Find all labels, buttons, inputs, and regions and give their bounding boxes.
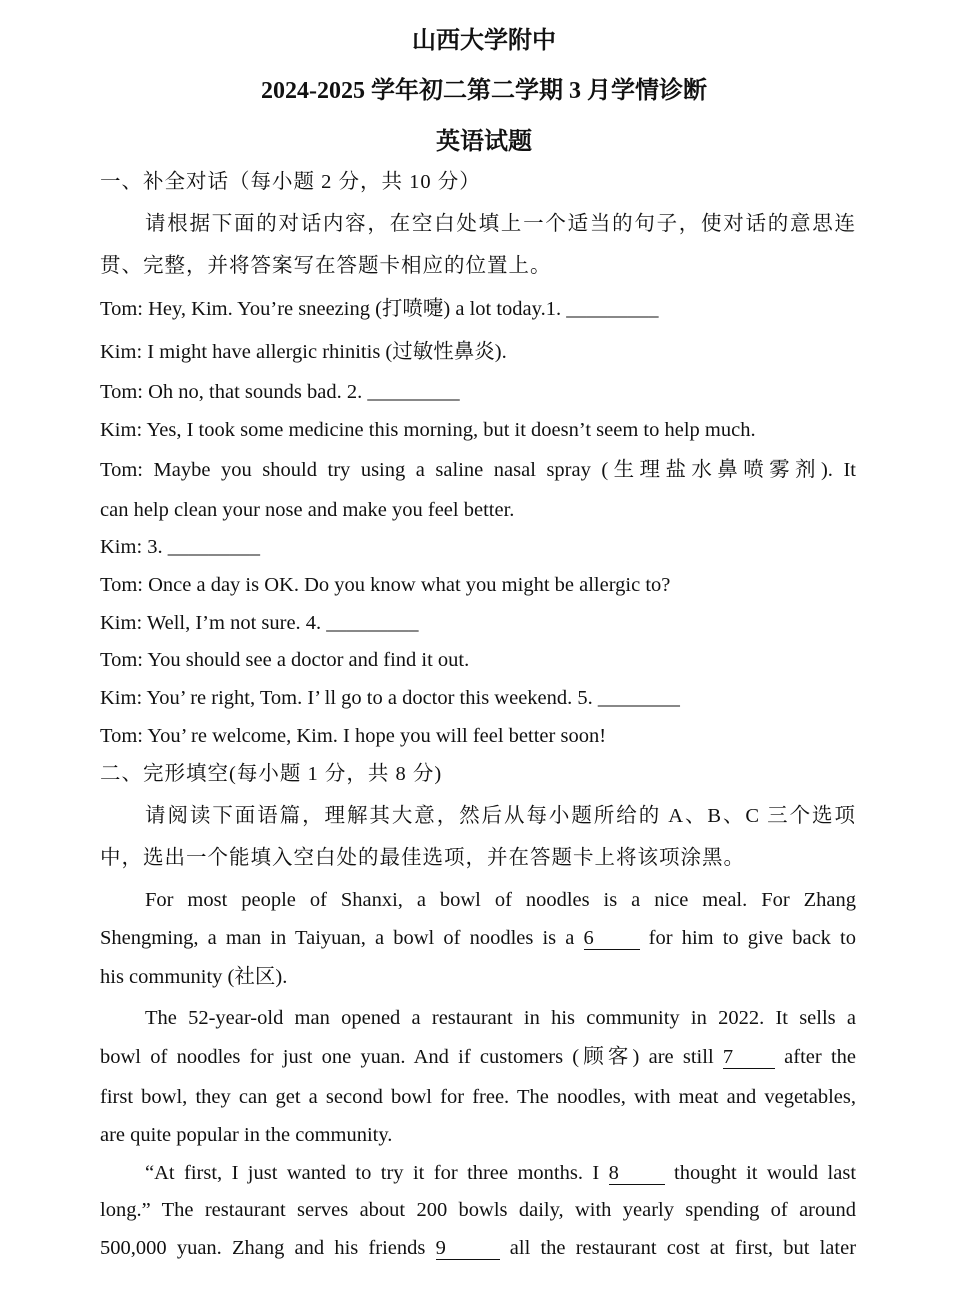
dialogue-line-2: Kim: I might have allergic rhinitis (过敏性鼻炎). bbox=[100, 341, 507, 363]
passage-line-7: are quite popular in the community. bbox=[100, 1124, 393, 1146]
blank-6: 6 bbox=[584, 927, 640, 950]
passage-text: “At first, I just wanted to try it for three months. I bbox=[145, 1162, 600, 1184]
section2-instruction-line2: 中，选出一个能填入空白处的最佳选项，并在答题卡上将该项涂黑。 bbox=[100, 847, 745, 869]
passage-line-2 bbox=[100, 924, 856, 952]
dialogue-line-12: Tom: You’ re welcome, Kim. I hope you will feel better soon! bbox=[100, 725, 607, 747]
passage-text: all the restaurant cost at first, but later bbox=[509, 1237, 857, 1259]
dialogue-line-11: Kim: You’ re right, Tom. I’ ll go to a doctor this weekend. 5. ________ bbox=[100, 687, 680, 709]
section2-title: 二、完形填空(每小题 1 分，共 8 分) bbox=[100, 763, 443, 785]
section1-instruction-line2: 贯、完整，并将答案写在答题卡相应的位置上。 bbox=[100, 255, 552, 277]
passage-line-5 bbox=[100, 1043, 856, 1071]
passage-line-8 bbox=[145, 1159, 856, 1187]
passage-text: 500,000 yuan. Zhang and his friends bbox=[100, 1237, 426, 1259]
dialogue-line-6: can help clean your nose and make you feel better. bbox=[100, 499, 515, 521]
passage-text: Shengming, a man in Taiyuan, a bowl of noodles is a bbox=[100, 927, 575, 949]
dialogue-line-7: Kim: 3. _________ bbox=[100, 536, 261, 558]
passage-text: thought it would last bbox=[674, 1162, 857, 1184]
passage-line-3: his community (社区). bbox=[100, 966, 288, 988]
passage-text: bowl of noodles for just one yuan. And if customers (顾客) are still bbox=[100, 1046, 714, 1068]
school-title: 山西大学附中 bbox=[412, 28, 556, 54]
dialogue-line-8: Tom: Once a day is OK. Do you know what you might be allergic to? bbox=[100, 574, 671, 596]
dialogue-line-4: Kim: Yes, I took some medicine this morning, but it doesn’t seem to help much. bbox=[100, 419, 756, 441]
passage-line-10 bbox=[100, 1234, 856, 1262]
passage-text: after the bbox=[784, 1046, 857, 1068]
blank-8: 8 bbox=[609, 1162, 665, 1185]
passage-line-1: For most people of Shanxi, a bowl of noodles is a nice meal. For Zhang bbox=[145, 889, 856, 911]
passage-line-6: first bowl, they can get a second bowl for free. The noodles, with meat and vegetables, bbox=[100, 1086, 856, 1108]
section1-instruction-line1: 请根据下面的对话内容，在空白处填上一个适当的句子，使对话的意思连 bbox=[145, 213, 856, 235]
subject-title: 英语试题 bbox=[436, 129, 532, 155]
dialogue-line-9: Kim: Well, I’m not sure. 4. _________ bbox=[100, 612, 419, 634]
section1-title: 一、补全对话（每小题 2 分，共 10 分） bbox=[100, 171, 481, 193]
dialogue-line-10: Tom: You should see a doctor and find it out. bbox=[100, 649, 470, 671]
blank-7: 7 bbox=[723, 1046, 775, 1069]
passage-text: for him to give back to bbox=[648, 927, 857, 949]
dialogue-line-1: Tom: Hey, Kim. You’re sneezing (打喷嚏) a lot today.1. _________ bbox=[100, 298, 659, 320]
blank-9: 9 bbox=[436, 1237, 500, 1260]
passage-line-4: The 52-year-old man opened a restaurant in his community in 2022. It sells a bbox=[145, 1007, 856, 1029]
term-title: 2024-2025 学年初二第二学期 3 月学情诊断 bbox=[261, 78, 707, 104]
dialogue-line-5: Tom: Maybe you should try using a saline nasal spray (生理盐水鼻喷雾剂). It bbox=[100, 459, 856, 481]
dialogue-line-3: Tom: Oh no, that sounds bad. 2. _________ bbox=[100, 381, 460, 403]
passage-line-9: long.” The restaurant serves about 200 bowls daily, with yearly spending of around bbox=[100, 1199, 856, 1221]
section2-instruction-line1: 请阅读下面语篇，理解其大意，然后从每小题所给的 A、B、C 三个选项 bbox=[145, 805, 856, 827]
